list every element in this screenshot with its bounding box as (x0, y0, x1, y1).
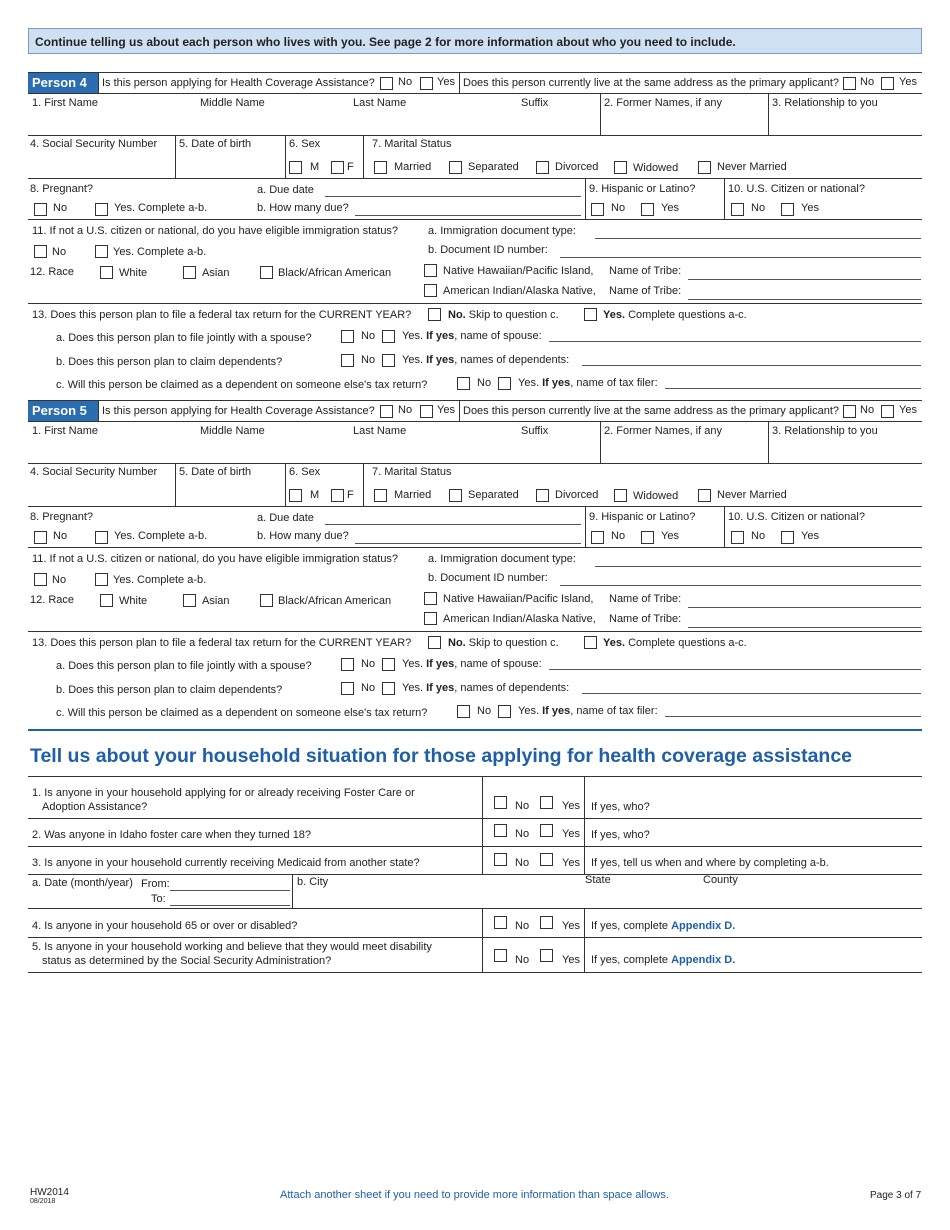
q3-tail: If yes, tell us when and where by completing a-b. (591, 857, 829, 869)
p4-hispanic-label: 9. Hispanic or Latino? (589, 183, 696, 195)
p5-tribe2-label: Name of Tribe: (609, 613, 682, 625)
p4-tax-filer-no-checkbox[interactable] (457, 377, 470, 390)
p4-doc-type-input[interactable] (595, 238, 921, 239)
p4-pregnant-yes-checkbox[interactable] (95, 203, 108, 216)
banner-text: Continue telling us about each person who lives with you. See page 2 for more information about who you need to include. (35, 35, 736, 49)
date-label: a. Date (month/year) (32, 877, 133, 889)
q1-label-cont: Adoption Assistance? (42, 801, 148, 813)
p5-tax-no-label: No. Skip to question c. (448, 637, 559, 649)
p5-divorced-label: Divorced (555, 489, 599, 501)
p4-address-no-label: No (860, 76, 875, 88)
form-number: HW2014 (30, 1187, 69, 1198)
p5-suffix-label: Suffix (521, 425, 549, 437)
p4-last-name-label: Last Name (353, 97, 407, 109)
p4-hispanic-yes-checkbox[interactable] (641, 203, 654, 216)
p4-relationship-label: 3. Relationship to you (772, 97, 878, 109)
p5-ssn-label: 4. Social Security Number (30, 466, 158, 478)
p5-address-question: Does this person currently live at the same address as the primary applicant? (463, 405, 840, 417)
p5-citizen-yes-label: Yes (801, 530, 819, 542)
p5-divorced-checkbox[interactable] (536, 489, 549, 502)
p4-spouse-yes-label: Yes. If yes, name of spouse: (402, 330, 542, 342)
q1-no-checkbox[interactable] (494, 796, 507, 809)
p4-tax-filer-yes-label: Yes. If yes, name of tax filer: (518, 377, 658, 389)
p4-separated-label: Separated (468, 161, 519, 173)
p5-never-married-label: Never Married (717, 489, 787, 501)
p5-dependents-no-label: No (361, 682, 376, 694)
p5-asian-label: Asian (202, 595, 230, 607)
p4-never-married-checkbox[interactable] (698, 161, 711, 174)
p4-white-checkbox[interactable] (100, 266, 113, 279)
state-label: State (585, 874, 611, 886)
p4-address-yes-label: Yes (899, 76, 917, 88)
p4-nhpi-label: Native Hawaiian/Pacific Island, (443, 265, 594, 277)
p5-hispanic-no-label: No (611, 530, 626, 542)
p4-married-checkbox[interactable] (374, 161, 387, 174)
p5-tax-filer-input[interactable] (665, 716, 921, 717)
p5-separated-checkbox[interactable] (449, 489, 462, 502)
p4-nhpi-checkbox[interactable] (424, 264, 437, 277)
q5-no-label: No (515, 954, 530, 966)
q4-no-checkbox[interactable] (494, 916, 507, 929)
p4-tax-no-label: No. Skip to question c. (448, 309, 559, 321)
p4-address-no-checkbox[interactable] (843, 77, 856, 90)
p5-tribe2-input[interactable] (688, 627, 921, 628)
p4-immigration-no-checkbox[interactable] (34, 245, 47, 258)
q1-label: 1. Is anyone in your household applying for or already receiving Foster Care or (32, 787, 415, 799)
p5-address-no-label: No (860, 404, 875, 416)
p5-spouse-input[interactable] (549, 669, 921, 670)
p4-aian-checkbox[interactable] (424, 284, 437, 297)
q1-tail: If yes, who? (591, 801, 650, 813)
p5-citizen-no-checkbox[interactable] (731, 531, 744, 544)
p5-sex-f-checkbox[interactable] (331, 489, 344, 502)
p5-pregnant-label: 8. Pregnant? (30, 511, 93, 523)
p5-black-checkbox[interactable] (260, 594, 273, 607)
p5-applying-no-checkbox[interactable] (380, 405, 393, 418)
p4-doc-type-label: a. Immigration document type: (428, 225, 576, 237)
p5-dob-label: 5. Date of birth (179, 466, 252, 478)
footer-note: Attach another sheet if you need to provide more information than space allows. (280, 1189, 669, 1201)
p5-sex-f-label: F (347, 489, 354, 501)
from-label: From: (141, 878, 170, 890)
p4-due-date-label: a. Due date (257, 184, 314, 196)
p4-tax-yes-label: Yes. Complete questions a-c. (603, 309, 747, 321)
p4-black-label: Black/African American (278, 267, 392, 279)
q1-yes-checkbox[interactable] (540, 796, 553, 809)
q1-no-label: No (515, 800, 530, 812)
p4-doc-id-label: b. Document ID number: (428, 244, 548, 256)
p4-never-married-label: Never Married (717, 161, 787, 173)
p4-sex-m-label: M (310, 161, 320, 173)
p5-tax-yes-label: Yes. Complete questions a-c. (603, 637, 747, 649)
p5-nhpi-label: Native Hawaiian/Pacific Island, (443, 593, 594, 605)
p4-tribe1-input[interactable] (688, 279, 921, 280)
p4-aian-label: American Indian/Alaska Native, (443, 285, 596, 297)
p5-doc-id-label: b. Document ID number: (428, 572, 548, 584)
p5-doc-type-input[interactable] (595, 566, 921, 567)
q4-yes-checkbox[interactable] (540, 916, 553, 929)
p5-spouse-question: a. Does this person plan to file jointly with a spouse? (56, 660, 312, 672)
p4-doc-id-input[interactable] (560, 257, 921, 258)
p4-immigration-yes-checkbox[interactable] (95, 245, 108, 258)
p4-dependents-no-checkbox[interactable] (341, 354, 354, 367)
q5-yes-checkbox[interactable] (540, 949, 553, 962)
q4-tail: If yes, complete Appendix D. (591, 920, 736, 932)
p5-spouse-yes-checkbox[interactable] (382, 658, 395, 671)
p5-doc-type-label: a. Immigration document type: (428, 553, 576, 565)
p4-widowed-checkbox[interactable] (614, 161, 627, 174)
p4-pregnant-label: 8. Pregnant? (30, 183, 93, 195)
p4-hispanic-no-checkbox[interactable] (591, 203, 604, 216)
p4-citizen-yes-label: Yes (801, 202, 819, 214)
p5-applying-yes-checkbox[interactable] (420, 405, 433, 418)
q5-no-checkbox[interactable] (494, 949, 507, 962)
p4-pregnant-yes-label: Yes. Complete a-b. (114, 202, 208, 214)
p5-address-yes-label: Yes (899, 404, 917, 416)
p5-dependents-yes-label: Yes. If yes, names of dependents: (402, 682, 570, 694)
p5-asian-checkbox[interactable] (183, 594, 196, 607)
p5-citizen-label: 10. U.S. Citizen or national? (728, 511, 865, 523)
p4-dependents-no-label: No (361, 354, 376, 366)
p4-tax-yes-checkbox[interactable] (584, 308, 597, 321)
p4-applying-yes-label: Yes (437, 76, 455, 88)
q5-label-cont: status as determined by the Social Security Administration? (42, 955, 332, 967)
p5-sex-m-checkbox[interactable] (289, 489, 302, 502)
q3-yes-label: Yes (562, 857, 580, 869)
p5-married-checkbox[interactable] (374, 489, 387, 502)
p5-spouse-no-checkbox[interactable] (341, 658, 354, 671)
p4-applying-no-label: No (398, 76, 413, 88)
p4-separated-checkbox[interactable] (449, 161, 462, 174)
p4-tribe2-label: Name of Tribe: (609, 285, 682, 297)
q3-yes-checkbox[interactable] (540, 853, 553, 866)
p4-pregnant-no-label: No (53, 202, 68, 214)
p5-tax-yes-checkbox[interactable] (584, 636, 597, 649)
p5-black-label: Black/African American (278, 595, 392, 607)
p5-due-date-input[interactable] (325, 524, 581, 525)
p5-pregnant-yes-label: Yes. Complete a-b. (114, 530, 208, 542)
p4-tax-question: 13. Does this person plan to file a federal tax return for the CURRENT YEAR? (32, 309, 412, 321)
p5-spouse-no-label: No (361, 658, 376, 670)
p4-spouse-question: a. Does this person plan to file jointly with a spouse? (56, 332, 312, 344)
city-label: b. City (297, 876, 329, 888)
p5-citizen-yes-checkbox[interactable] (781, 531, 794, 544)
p5-doc-id-input[interactable] (560, 585, 921, 586)
p4-widowed-label: Widowed (633, 162, 679, 174)
q2-label: 2. Was anyone in Idaho foster care when they turned 18? (32, 829, 312, 841)
p5-separated-label: Separated (468, 489, 519, 501)
p5-hispanic-label: 9. Hispanic or Latino? (589, 511, 696, 523)
p4-address-question: Does this person currently live at the same address as the primary applicant? (463, 77, 840, 89)
p5-citizen-no-label: No (751, 530, 766, 542)
p4-name-input[interactable] (28, 108, 600, 135)
p5-nhpi-checkbox[interactable] (424, 592, 437, 605)
p5-dependents-question: b. Does this person plan to claim dependents? (56, 684, 283, 696)
p5-relationship-label: 3. Relationship to you (772, 425, 878, 437)
q4-no-label: No (515, 920, 530, 932)
q5-label: 5. Is anyone in your household working and believe that they would meet disability (32, 941, 432, 953)
p5-immigration-no-checkbox[interactable] (34, 573, 47, 586)
p4-spouse-no-checkbox[interactable] (341, 330, 354, 343)
p4-address-yes-checkbox[interactable] (881, 77, 894, 90)
p5-hispanic-yes-checkbox[interactable] (641, 531, 654, 544)
p5-sex-label: 6. Sex (289, 466, 321, 478)
p4-asian-label: Asian (202, 267, 230, 279)
p4-tribe2-input[interactable] (688, 299, 921, 300)
appendix-d-link[interactable]: Appendix D. (671, 954, 736, 966)
p4-married-label: Married (394, 161, 432, 173)
p4-sex-m-checkbox[interactable] (289, 161, 302, 174)
p4-divorced-label: Divorced (555, 161, 599, 173)
p5-immigration-no-label: No (52, 574, 67, 586)
p5-due-date-label: a. Due date (257, 512, 314, 524)
p4-hispanic-yes-label: Yes (661, 202, 679, 214)
p4-how-many-label: b. How many due? (257, 202, 349, 214)
q2-no-checkbox[interactable] (494, 824, 507, 837)
p5-white-checkbox[interactable] (100, 594, 113, 607)
p5-tax-filer-yes-label: Yes. If yes, name of tax filer: (518, 705, 658, 717)
p4-suffix-label: Suffix (521, 97, 549, 109)
p5-marital-label: 7. Marital Status (372, 466, 452, 478)
p4-spouse-input[interactable] (549, 341, 921, 342)
p4-applying-no-checkbox[interactable] (380, 77, 393, 90)
p5-widowed-label: Widowed (633, 490, 679, 502)
p5-last-name-label: Last Name (353, 425, 407, 437)
p5-race-label: 12. Race (30, 594, 75, 606)
p5-tribe1-input[interactable] (688, 607, 921, 608)
p4-white-label: White (119, 267, 148, 279)
p4-former-names-label: 2. Former Names, if any (604, 97, 722, 109)
p4-hispanic-no-label: No (611, 202, 626, 214)
q2-yes-checkbox[interactable] (540, 824, 553, 837)
p4-dependents-yes-label: Yes. If yes, names of dependents: (402, 354, 570, 366)
p4-middle-name-label: Middle Name (200, 97, 265, 109)
p5-immigration-yes-checkbox[interactable] (95, 573, 108, 586)
p4-dob-label: 5. Date of birth (179, 138, 252, 150)
p5-tax-filer-yes-checkbox[interactable] (498, 705, 511, 718)
p5-former-names-label: 2. Former Names, if any (604, 425, 722, 437)
q2-yes-label: Yes (562, 828, 580, 840)
p5-married-label: Married (394, 489, 432, 501)
p5-name-input[interactable] (28, 436, 600, 463)
p4-race-label: 12. Race (30, 266, 75, 278)
p5-sex-m-label: M (310, 489, 320, 501)
to-label: To: (151, 893, 166, 905)
p5-how-many-label: b. How many due? (257, 530, 349, 542)
p4-citizen-no-label: No (751, 202, 766, 214)
p5-address-no-checkbox[interactable] (843, 405, 856, 418)
p4-citizen-label: 10. U.S. Citizen or national? (728, 183, 865, 195)
p5-hispanic-yes-label: Yes (661, 530, 679, 542)
from-input[interactable] (170, 890, 290, 891)
p5-applying-no-label: No (398, 404, 413, 416)
p5-applying-yes-label: Yes (437, 404, 455, 416)
p4-asian-checkbox[interactable] (183, 266, 196, 279)
p5-immigration-label: 11. If not a U.S. citizen or national, do you have eligible immigration status? (32, 553, 399, 565)
q2-no-label: No (515, 828, 530, 840)
p5-widowed-checkbox[interactable] (614, 489, 627, 502)
p4-first-name-label: 1. First Name (32, 97, 99, 109)
p5-middle-name-label: Middle Name (200, 425, 265, 437)
p5-applying-question: Is this person applying for Health Coverage Assistance? (102, 405, 375, 417)
p4-dependents-yes-checkbox[interactable] (382, 354, 395, 367)
county-label: County (703, 874, 738, 886)
p5-tax-filer-no-label: No (477, 705, 492, 717)
appendix-d-link[interactable]: Appendix D. (671, 920, 736, 932)
p4-tax-filer-question: c. Will this person be claimed as a dependent on someone else's tax return? (56, 379, 428, 391)
p4-immigration-no-label: No (52, 246, 67, 258)
q4-yes-label: Yes (562, 920, 580, 932)
p5-pregnant-no-label: No (53, 530, 68, 542)
p4-ssn-label: 4. Social Security Number (30, 138, 158, 150)
p5-aian-checkbox[interactable] (424, 612, 437, 625)
p5-aian-label: American Indian/Alaska Native, (443, 613, 596, 625)
household-title: Tell us about your household situation for those applying for health coverage assistance (30, 745, 853, 767)
page-number: Page 3 of 7 (870, 1190, 922, 1201)
p4-tribe1-label: Name of Tribe: (609, 265, 682, 277)
q2-tail: If yes, who? (591, 829, 650, 841)
q4-label: 4. Is anyone in your household 65 or over or disabled? (32, 920, 298, 932)
p4-dependents-question: b. Does this person plan to claim dependents? (56, 356, 283, 368)
p4-how-many-input[interactable] (355, 215, 581, 216)
p4-applying-question: Is this person applying for Health Coverage Assistance? (102, 77, 375, 89)
p5-spouse-yes-label: Yes. If yes, name of spouse: (402, 658, 542, 670)
p5-immigration-yes-label: Yes. Complete a-b. (113, 574, 207, 586)
p5-tribe1-label: Name of Tribe: (609, 593, 682, 605)
p4-black-checkbox[interactable] (260, 266, 273, 279)
p4-immigration-yes-label: Yes. Complete a-b. (113, 246, 207, 258)
p5-tax-question: 13. Does this person plan to file a federal tax return for the CURRENT YEAR? (32, 637, 412, 649)
p4-dependents-input[interactable] (582, 365, 921, 366)
p4-sex-f-label: F (347, 161, 354, 173)
p5-dependents-input[interactable] (582, 693, 921, 694)
p4-citizen-no-checkbox[interactable] (731, 203, 744, 216)
p5-white-label: White (119, 595, 148, 607)
p5-pregnant-yes-checkbox[interactable] (95, 531, 108, 544)
p5-address-yes-checkbox[interactable] (881, 405, 894, 418)
p4-spouse-no-label: No (361, 330, 376, 342)
p5-dependents-no-checkbox[interactable] (341, 682, 354, 695)
to-input[interactable] (170, 905, 290, 906)
p4-due-date-input[interactable] (325, 196, 581, 197)
p5-tax-no-checkbox[interactable] (428, 636, 441, 649)
p4-divorced-checkbox[interactable] (536, 161, 549, 174)
title-rule (28, 729, 922, 731)
p5-label: Person 5 (28, 400, 98, 421)
p4-marital-label: 7. Marital Status (372, 138, 452, 150)
q5-yes-label: Yes (562, 954, 580, 966)
p5-never-married-checkbox[interactable] (698, 489, 711, 502)
section-banner (28, 28, 922, 54)
p5-dependents-yes-checkbox[interactable] (382, 682, 395, 695)
q3-no-checkbox[interactable] (494, 853, 507, 866)
p4-immigration-label: 11. If not a U.S. citizen or national, do you have eligible immigration status? (32, 225, 399, 237)
p5-tax-filer-no-checkbox[interactable] (457, 705, 470, 718)
q3-label: 3. Is anyone in your household currently receiving Medicaid from another state? (32, 857, 420, 869)
p5-first-name-label: 1. First Name (32, 425, 99, 437)
p4-spouse-yes-checkbox[interactable] (382, 330, 395, 343)
p4-label: Person 4 (28, 72, 98, 93)
p4-tax-filer-yes-checkbox[interactable] (498, 377, 511, 390)
p4-sex-label: 6. Sex (289, 138, 321, 150)
p4-applying-yes-checkbox[interactable] (420, 77, 433, 90)
p4-citizen-yes-checkbox[interactable] (781, 203, 794, 216)
p4-tax-no-checkbox[interactable] (428, 308, 441, 321)
form-date: 08/2018 (30, 1198, 56, 1205)
p5-pregnant-no-checkbox[interactable] (34, 531, 47, 544)
p5-how-many-input[interactable] (355, 543, 581, 544)
p5-hispanic-no-checkbox[interactable] (591, 531, 604, 544)
p5-tax-filer-question: c. Will this person be claimed as a dependent on someone else's tax return? (56, 707, 428, 719)
p4-tax-filer-no-label: No (477, 377, 492, 389)
q1-yes-label: Yes (562, 800, 580, 812)
p4-pregnant-no-checkbox[interactable] (34, 203, 47, 216)
p4-sex-f-checkbox[interactable] (331, 161, 344, 174)
q3-no-label: No (515, 857, 530, 869)
p4-tax-filer-input[interactable] (665, 388, 921, 389)
q5-tail: If yes, complete Appendix D. (591, 954, 736, 966)
